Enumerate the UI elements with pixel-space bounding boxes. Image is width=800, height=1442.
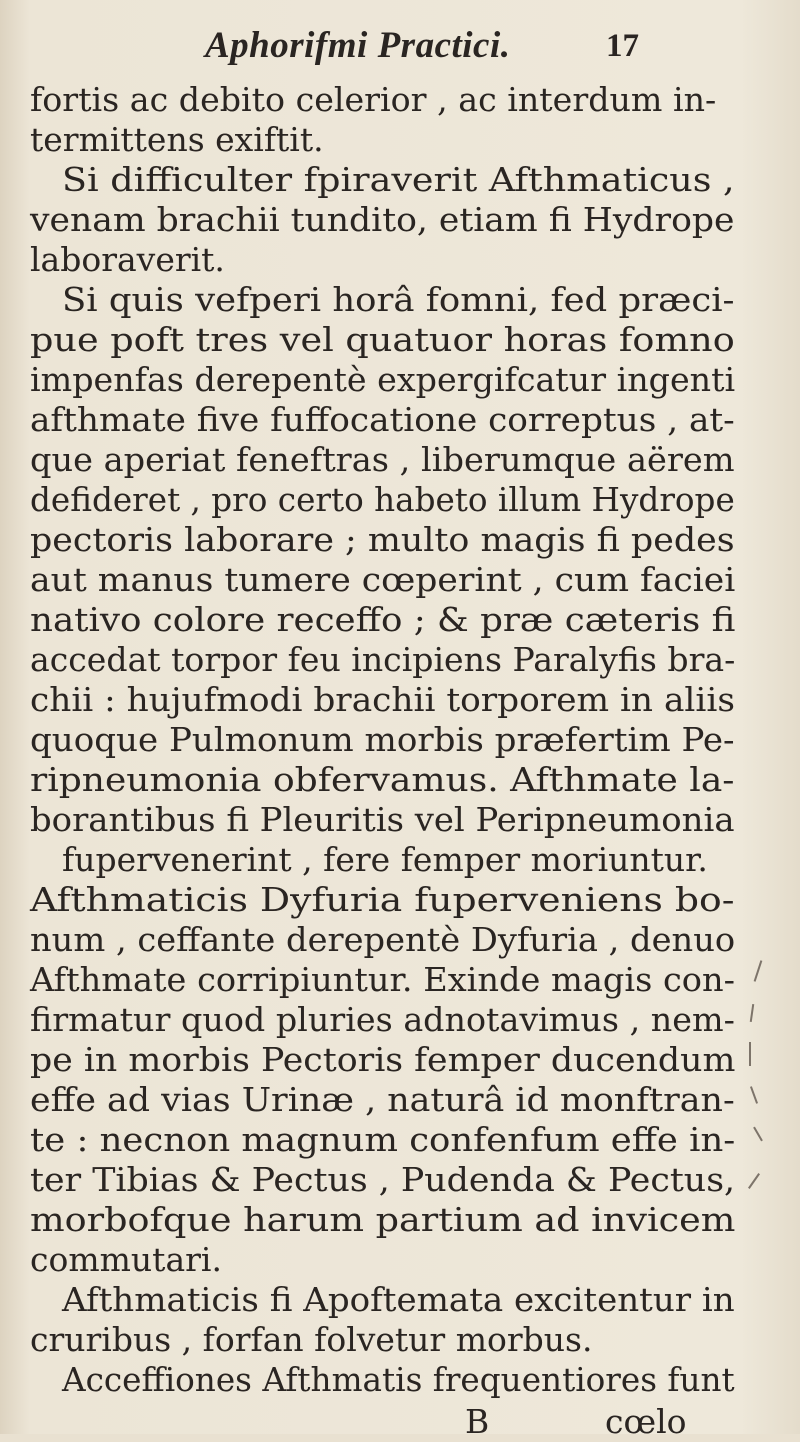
text-line: num , ceffante derepentè Dyfuria , denuo — [30, 920, 736, 959]
text-line: morbofque harum partium ad invicem — [30, 1200, 736, 1239]
text-line: Si difficulter fpiraverit Afthmaticus , — [62, 160, 735, 199]
text-line: fupervenerint , fere femper moriuntur. — [62, 840, 708, 879]
text-line: laboraverit. — [30, 240, 225, 279]
text-line: defideret , pro certo habeto illum Hydrope — [30, 480, 735, 519]
text-line: effe ad vias Urinæ , naturâ id monftran- — [30, 1080, 735, 1119]
text-line: accedat torpor feu incipiens Paralyfis bra- — [30, 640, 736, 679]
text-line: commutari. — [30, 1240, 222, 1279]
text-line: pe in morbis Pectoris femper ducendum — [30, 1040, 736, 1079]
page-number: 17 — [606, 28, 639, 64]
text-line: fortis ac debito celerior , ac interdum in- — [30, 80, 717, 119]
margin-pencil-marks — [745, 960, 785, 1220]
catchword: cœlo — [605, 1402, 687, 1441]
page-header — [0, 14, 800, 64]
text-line: ter Tibias & Pectus , Pudenda & Pectus, — [30, 1160, 736, 1199]
signature-mark: B — [465, 1402, 490, 1441]
text-line: Afthmaticis fi Apoftemata excitentur in — [62, 1280, 735, 1319]
running-head: Aphorifmi Practici. — [205, 25, 511, 66]
text-line: cruribus , forfan folvetur morbus. — [30, 1320, 593, 1359]
text-line: te : necnon magnum confenfum effe in- — [30, 1120, 736, 1159]
text-line: pectoris laborare ; multo magis fi pedes — [30, 520, 735, 559]
text-line: venam brachii tundito, etiam fi Hydrope — [30, 200, 735, 239]
text-line: ripneumonia obfervamus. Afthmate la- — [30, 760, 735, 799]
text-line: nativo colore receffo ; & præ cæteris fi — [30, 600, 736, 639]
text-line: termittens exiftit. — [30, 120, 324, 159]
text-line: borantibus fi Pleuritis vel Peripneumonia — [30, 800, 735, 839]
text-line: Afthmate corripiuntur. Exinde magis con- — [30, 960, 735, 999]
text-line: afthmate five fuffocatione correptus , at- — [30, 400, 735, 439]
text-line: quoque Pulmonum morbis præfertim Pe- — [30, 720, 735, 759]
text-line: firmatur quod pluries adnotavimus , nem- — [30, 1000, 735, 1039]
text-line: Afthmaticis Dyfuria fuperveniens bo- — [30, 880, 735, 919]
text-line: Si quis vefperi horâ fomni, fed præci- — [62, 280, 735, 319]
text-line: impenfas derepentè expergifcatur ingenti — [30, 360, 736, 399]
text-line: que aperiat feneftras , liberumque aërem — [30, 440, 735, 479]
text-line: pue poft tres vel quatuor horas fomno — [30, 320, 735, 359]
text-line: Acceffiones Afthmatis frequentiores funt — [62, 1360, 735, 1399]
text-line: chii : hujufmodi brachii torporem in aliis — [30, 680, 735, 719]
text-line: aut manus tumere cœperint , cum faciei — [30, 560, 736, 599]
